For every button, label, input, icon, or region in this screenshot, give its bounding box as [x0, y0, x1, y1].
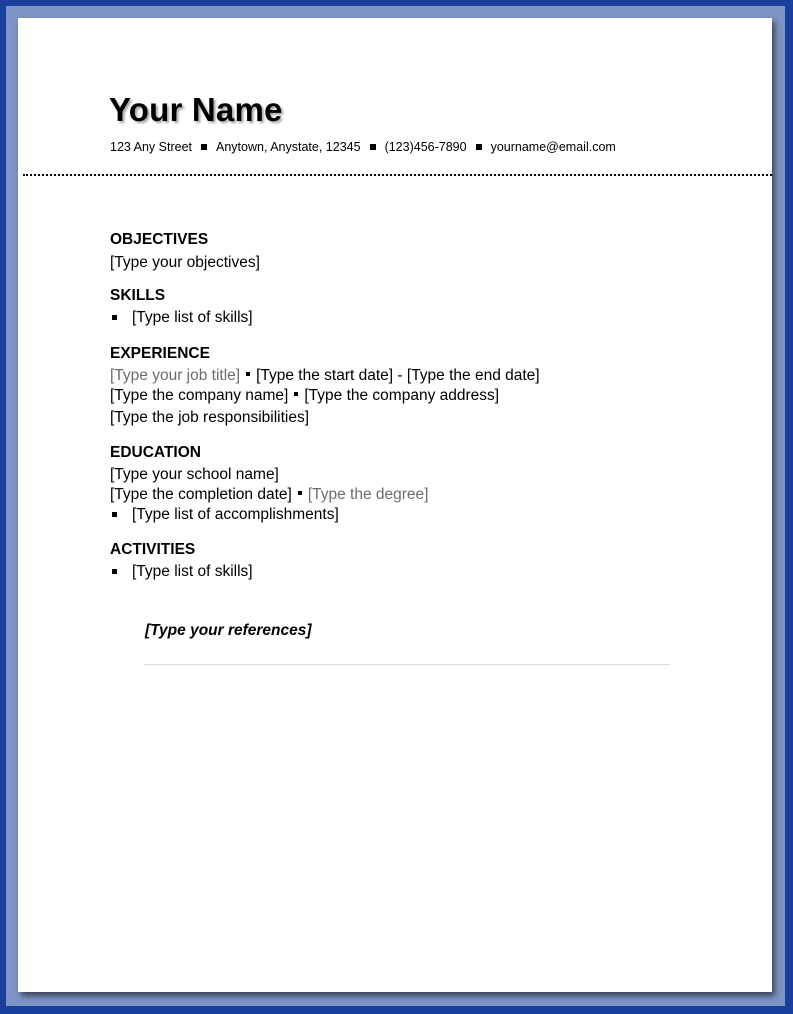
square-bullet-icon — [201, 144, 207, 150]
resume-name: Your Name — [109, 91, 283, 128]
contact-phone: (123)456-7890 — [384, 140, 467, 154]
experience-heading: EXPERIENCE — [110, 345, 210, 362]
contact-city: Anytown, Anystate, 12345 — [216, 140, 361, 154]
resume-page — [18, 18, 772, 992]
activities-item-text: [Type list of skills] — [132, 563, 253, 580]
activities-section — [110, 540, 710, 582]
activities-heading: ACTIVITIES — [110, 541, 196, 558]
square-bullet-icon — [112, 569, 117, 574]
dotted-divider — [23, 174, 772, 176]
small-bullet-icon — [294, 392, 298, 396]
contact-street: 123 Any Street — [110, 140, 193, 154]
experience-company-line — [110, 386, 710, 406]
start-date-field[interactable]: [Type the start date] — [256, 367, 394, 384]
skills-list-item[interactable] — [110, 308, 710, 328]
experience-title-line — [110, 366, 710, 386]
responsibilities-field[interactable]: [Type the job responsibilities] — [110, 409, 310, 426]
references-rule — [144, 664, 670, 665]
square-bullet-icon — [112, 315, 117, 320]
education-section — [110, 443, 710, 525]
accomplishments-text: [Type list of accomplishments] — [132, 506, 339, 523]
education-completion-line — [110, 485, 710, 505]
square-bullet-icon — [112, 512, 117, 517]
job-title-field[interactable]: [Type your job title] — [110, 367, 241, 384]
company-name-field[interactable]: [Type the company name] — [110, 387, 289, 404]
skills-heading: SKILLS — [110, 287, 166, 304]
square-bullet-icon — [476, 144, 482, 150]
references-field[interactable]: [Type your references] — [145, 622, 312, 639]
square-bullet-icon — [370, 144, 376, 150]
small-bullet-icon — [246, 372, 250, 376]
objectives-text[interactable]: [Type your objectives] — [110, 254, 260, 271]
company-address-field[interactable]: [Type the company address] — [304, 387, 500, 404]
accomplishments-list-item[interactable] — [110, 505, 710, 525]
objectives-section — [110, 230, 710, 273]
skills-item-text: [Type list of skills] — [132, 309, 253, 326]
contact-email: yourname@email.com — [490, 140, 616, 154]
completion-date-field[interactable]: [Type the completion date] — [110, 486, 292, 503]
end-date-field[interactable]: [Type the end date] — [406, 367, 540, 384]
degree-field[interactable]: [Type the degree] — [307, 486, 429, 503]
date-dash: - — [397, 367, 403, 384]
school-name-field[interactable]: [Type your school name] — [110, 466, 279, 483]
objectives-heading: OBJECTIVES — [110, 231, 209, 248]
contact-line — [110, 139, 616, 155]
experience-section — [110, 344, 710, 428]
education-heading: EDUCATION — [110, 444, 201, 461]
small-bullet-icon — [298, 491, 302, 495]
skills-section — [110, 286, 710, 328]
activities-list-item[interactable] — [110, 562, 710, 582]
